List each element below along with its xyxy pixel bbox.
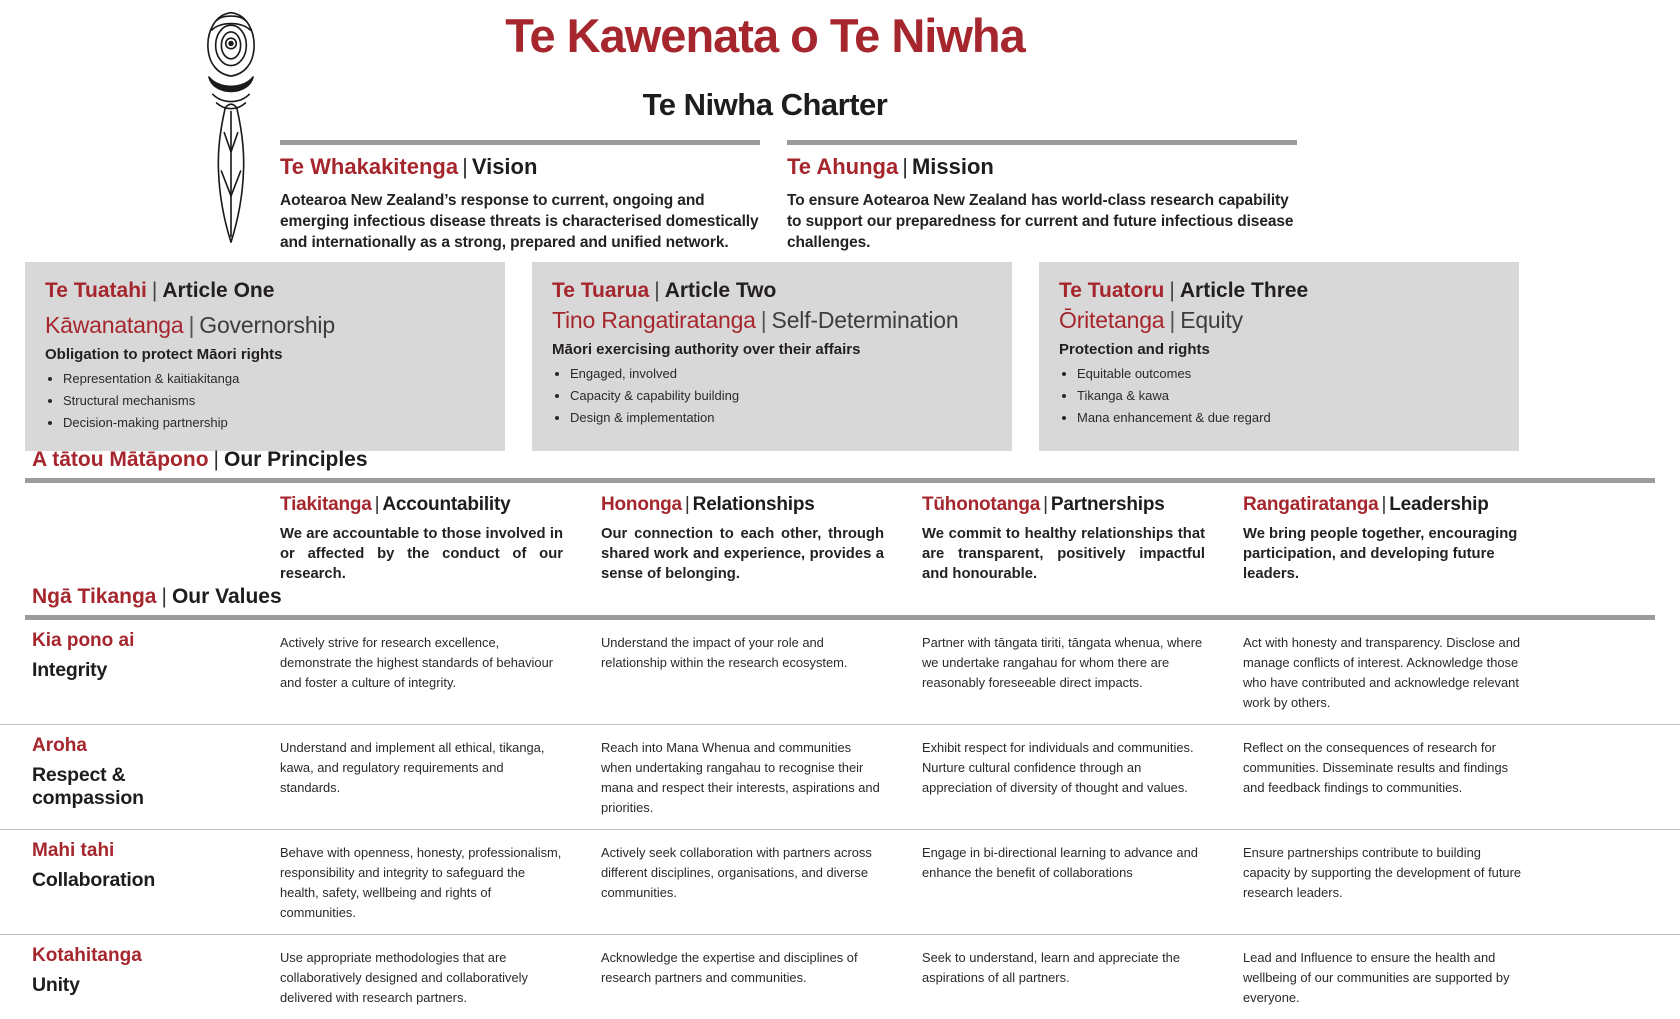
principle-heading: [1243, 494, 1526, 516]
value-cell: Reflect on the consequences of research for communities. Disseminate results and findings and feedback findings to communities.: [1243, 740, 1509, 795]
heading-separator: |: [1169, 279, 1175, 302]
value-cell: Use appropriate methodologies that are collaboratively designed and collaboratively delivered with research partners.: [280, 950, 528, 1005]
vision-heading: [280, 154, 760, 180]
value-cell: Exhibit respect for individuals and communities. Nurture cultural confidence through an appreciation of diversity of thought and values.: [922, 740, 1194, 795]
article-title: [45, 279, 485, 303]
article-bullet-list: [63, 371, 485, 430]
principle-english: Leadership: [1389, 494, 1489, 515]
value-cell: Engage in bi-directional learning to advance and enhance the benefit of collaborations: [922, 845, 1198, 880]
value-row-label: [32, 840, 242, 892]
value-cell: Act with honesty and transparency. Disclose and manage conflicts of interest. Acknowledge those who have contributed and acknowledge relevant work by others.: [1243, 635, 1521, 710]
divider-bar: [25, 478, 1655, 483]
value-row-unity: [0, 934, 1680, 1019]
principle-relationships: [601, 494, 884, 584]
value-cell: Partner with tāngata tiriti, tāngata whenua, where we undertake rangahau for whom there are reasonably foreseeable direct impacts.: [922, 635, 1203, 690]
principle-english: Partnerships: [1050, 494, 1165, 515]
principle-heading: [922, 494, 1205, 516]
article-title: [1059, 279, 1499, 303]
divider-bar: [280, 140, 760, 145]
article-concept: [1059, 307, 1499, 334]
value-cell: Understand the impact of your role and relationship within the research ecosystem.: [601, 635, 848, 670]
article-concept-maori: Ōritetanga: [1059, 307, 1165, 333]
values-heading-maori: Ngā Tikanga: [32, 585, 157, 608]
value-cell: Behave with openness, honesty, professionalism, responsibility and integrity to safeguard the health, safety, wellbeing and rights of communities.: [280, 845, 562, 920]
heading-separator: |: [188, 312, 195, 338]
principle-body: Our connection to each other, through shared work and experience, provides a sense of belonging.: [601, 526, 884, 583]
value-row-label: [32, 735, 242, 810]
heading-separator: |: [1043, 494, 1048, 515]
heading-separator: |: [1169, 307, 1176, 333]
heading-separator: |: [462, 154, 468, 179]
article-bullet: • Decision-making partnership: [63, 415, 485, 430]
article-three-card: [1039, 262, 1519, 451]
values-section: [0, 585, 1680, 1019]
value-english: Integrity: [32, 659, 108, 681]
principles-heading-english: Our Principles: [224, 448, 368, 471]
principles-heading-maori: A tātou Mātāpono: [32, 448, 209, 471]
article-one-card: [25, 262, 505, 451]
article-title: [552, 279, 992, 303]
heading-separator: |: [374, 494, 380, 515]
article-title-maori: Te Tuatahi: [45, 279, 147, 302]
articles-row: [25, 262, 1655, 451]
article-bullet: • Capacity & capability building: [570, 388, 992, 403]
article-title-english: Article One: [162, 279, 275, 302]
value-cell: Seek to understand, learn and appreciate the aspirations of all partners.: [922, 950, 1180, 985]
value-row-integrity: [0, 620, 1680, 724]
article-concept-english: Governorship: [199, 312, 335, 338]
value-cell: Reach into Mana Whenua and communities when undertaking rangahau to recognise their mana and respect their interests, aspirations and priorities.: [601, 740, 880, 815]
value-cell: Lead and Influence to ensure the health and wellbeing of our communities are supported by everyone.: [1243, 950, 1510, 1005]
principle-english: Relationships: [692, 494, 815, 515]
principles-grid: [0, 494, 1680, 584]
article-title-english: Article Two: [664, 279, 777, 302]
value-cell: Acknowledge the expertise and disciplines of research partners and communities.: [601, 950, 858, 985]
page-subtitle: Te Niwha Charter: [642, 87, 888, 122]
page-title: Te Kawenata o Te Niwha: [505, 9, 1025, 62]
article-bullet: • Tikanga & kawa: [1077, 388, 1499, 403]
value-row-respect: [0, 724, 1680, 829]
principle-maori: Hononga: [601, 494, 682, 515]
article-bullet: • Design & implementation: [570, 410, 992, 425]
article-summary: Māori exercising authority over their affairs: [552, 341, 861, 358]
heading-separator: |: [902, 154, 908, 179]
heading-separator: |: [1381, 494, 1387, 515]
value-english: Respect & compassion: [32, 764, 144, 809]
heading-separator: |: [213, 448, 219, 471]
article-concept: [45, 312, 485, 339]
article-bullet: • Equitable outcomes: [1077, 366, 1499, 381]
article-concept-maori: Kāwanatanga: [45, 312, 184, 338]
mission-heading-maori: Te Ahunga: [787, 154, 899, 179]
value-row-collaboration: [0, 829, 1680, 934]
value-row-label: [32, 630, 242, 682]
value-cell: Understand and implement all ethical, tikanga, kawa, and regulatory requirements and standards.: [280, 740, 545, 795]
article-title-english: Article Three: [1179, 279, 1309, 302]
article-bullet-list: [570, 366, 992, 425]
heading-separator: |: [760, 307, 767, 333]
principle-english: Accountability: [382, 494, 511, 515]
principle-heading: [601, 494, 884, 516]
taiaha-carving-illustration: [192, 6, 270, 246]
value-maori: Kotahitanga: [32, 945, 142, 966]
article-summary: Obligation to protect Māori rights: [45, 346, 283, 363]
article-bullet: • Representation & kaitiakitanga: [63, 371, 485, 386]
heading-separator: |: [684, 494, 690, 515]
header: [0, 0, 1680, 258]
principle-body: We are accountable to those involved in or affected by the conduct of our research.: [280, 526, 563, 583]
value-maori: Mahi tahi: [32, 840, 115, 861]
principles-heading: [0, 448, 1680, 472]
vision-section: [280, 140, 760, 253]
article-bullet: • Mana enhancement & due regard: [1077, 410, 1499, 425]
article-concept: [552, 307, 992, 334]
values-heading: [0, 585, 1680, 609]
principle-heading: [280, 494, 563, 516]
vision-body: Aotearoa New Zealand’s response to current, ongoing and emerging infectious disease threats is characterised domestically and internationally as a strong, prepared and unified network.: [280, 192, 759, 252]
principle-partnerships: [922, 494, 1205, 584]
mission-heading-english: Mission: [911, 154, 994, 179]
heading-separator: |: [151, 279, 158, 302]
principle-maori: Tiakitanga: [280, 494, 372, 515]
value-row-label: [32, 945, 242, 997]
principle-maori: Rangatiratanga: [1243, 494, 1379, 515]
value-cell: Actively seek collaboration with partners across different disciplines, organisations, and diverse communities.: [601, 845, 872, 900]
values-heading-english: Our Values: [171, 585, 282, 608]
grid-spacer: [32, 494, 242, 584]
mission-section: [787, 140, 1297, 253]
principle-maori: Tūhonotanga: [922, 494, 1041, 515]
value-english: Collaboration: [32, 869, 156, 891]
principles-section: [0, 448, 1680, 584]
heading-separator: |: [654, 279, 660, 302]
vision-heading-english: Vision: [471, 154, 538, 179]
value-cell: Actively strive for research excellence, demonstrate the highest standards of behaviour and foster a culture of integrity.: [280, 635, 554, 690]
article-title-maori: Te Tuatoru: [1059, 279, 1165, 302]
value-english: Unity: [32, 974, 80, 996]
mission-body: To ensure Aotearoa New Zealand has world-class research capability to support our preparedness for current and future infectious disease challenges.: [787, 192, 1294, 252]
article-concept-english: Equity: [1180, 307, 1243, 333]
article-bullet-list: [1077, 366, 1499, 425]
divider-bar: [787, 140, 1297, 145]
article-concept-english: Self-Determination: [771, 307, 959, 333]
mission-heading: [787, 154, 1297, 180]
article-summary: Protection and rights: [1059, 341, 1210, 358]
principle-leadership: [1243, 494, 1526, 584]
vision-heading-maori: Te Whakakitenga: [280, 154, 459, 179]
principle-accountability: [280, 494, 563, 584]
article-two-card: [532, 262, 1012, 451]
article-bullet: • Engaged, involved: [570, 366, 992, 381]
value-maori: Kia pono ai: [32, 630, 135, 651]
principle-body: We bring people together, encouraging participation, and developing future leaders.: [1243, 526, 1518, 583]
article-concept-maori: Tino Rangatiratanga: [552, 307, 756, 333]
value-maori: Aroha: [32, 735, 87, 756]
article-bullet: • Structural mechanisms: [63, 393, 485, 408]
value-cell: Ensure partnerships contribute to building capacity by supporting the development of future research leaders.: [1243, 845, 1522, 900]
principle-body: We commit to healthy relationships that are transparent, positively impactful and honourable.: [922, 526, 1205, 583]
heading-separator: |: [161, 585, 167, 608]
article-title-maori: Te Tuarua: [552, 279, 650, 302]
